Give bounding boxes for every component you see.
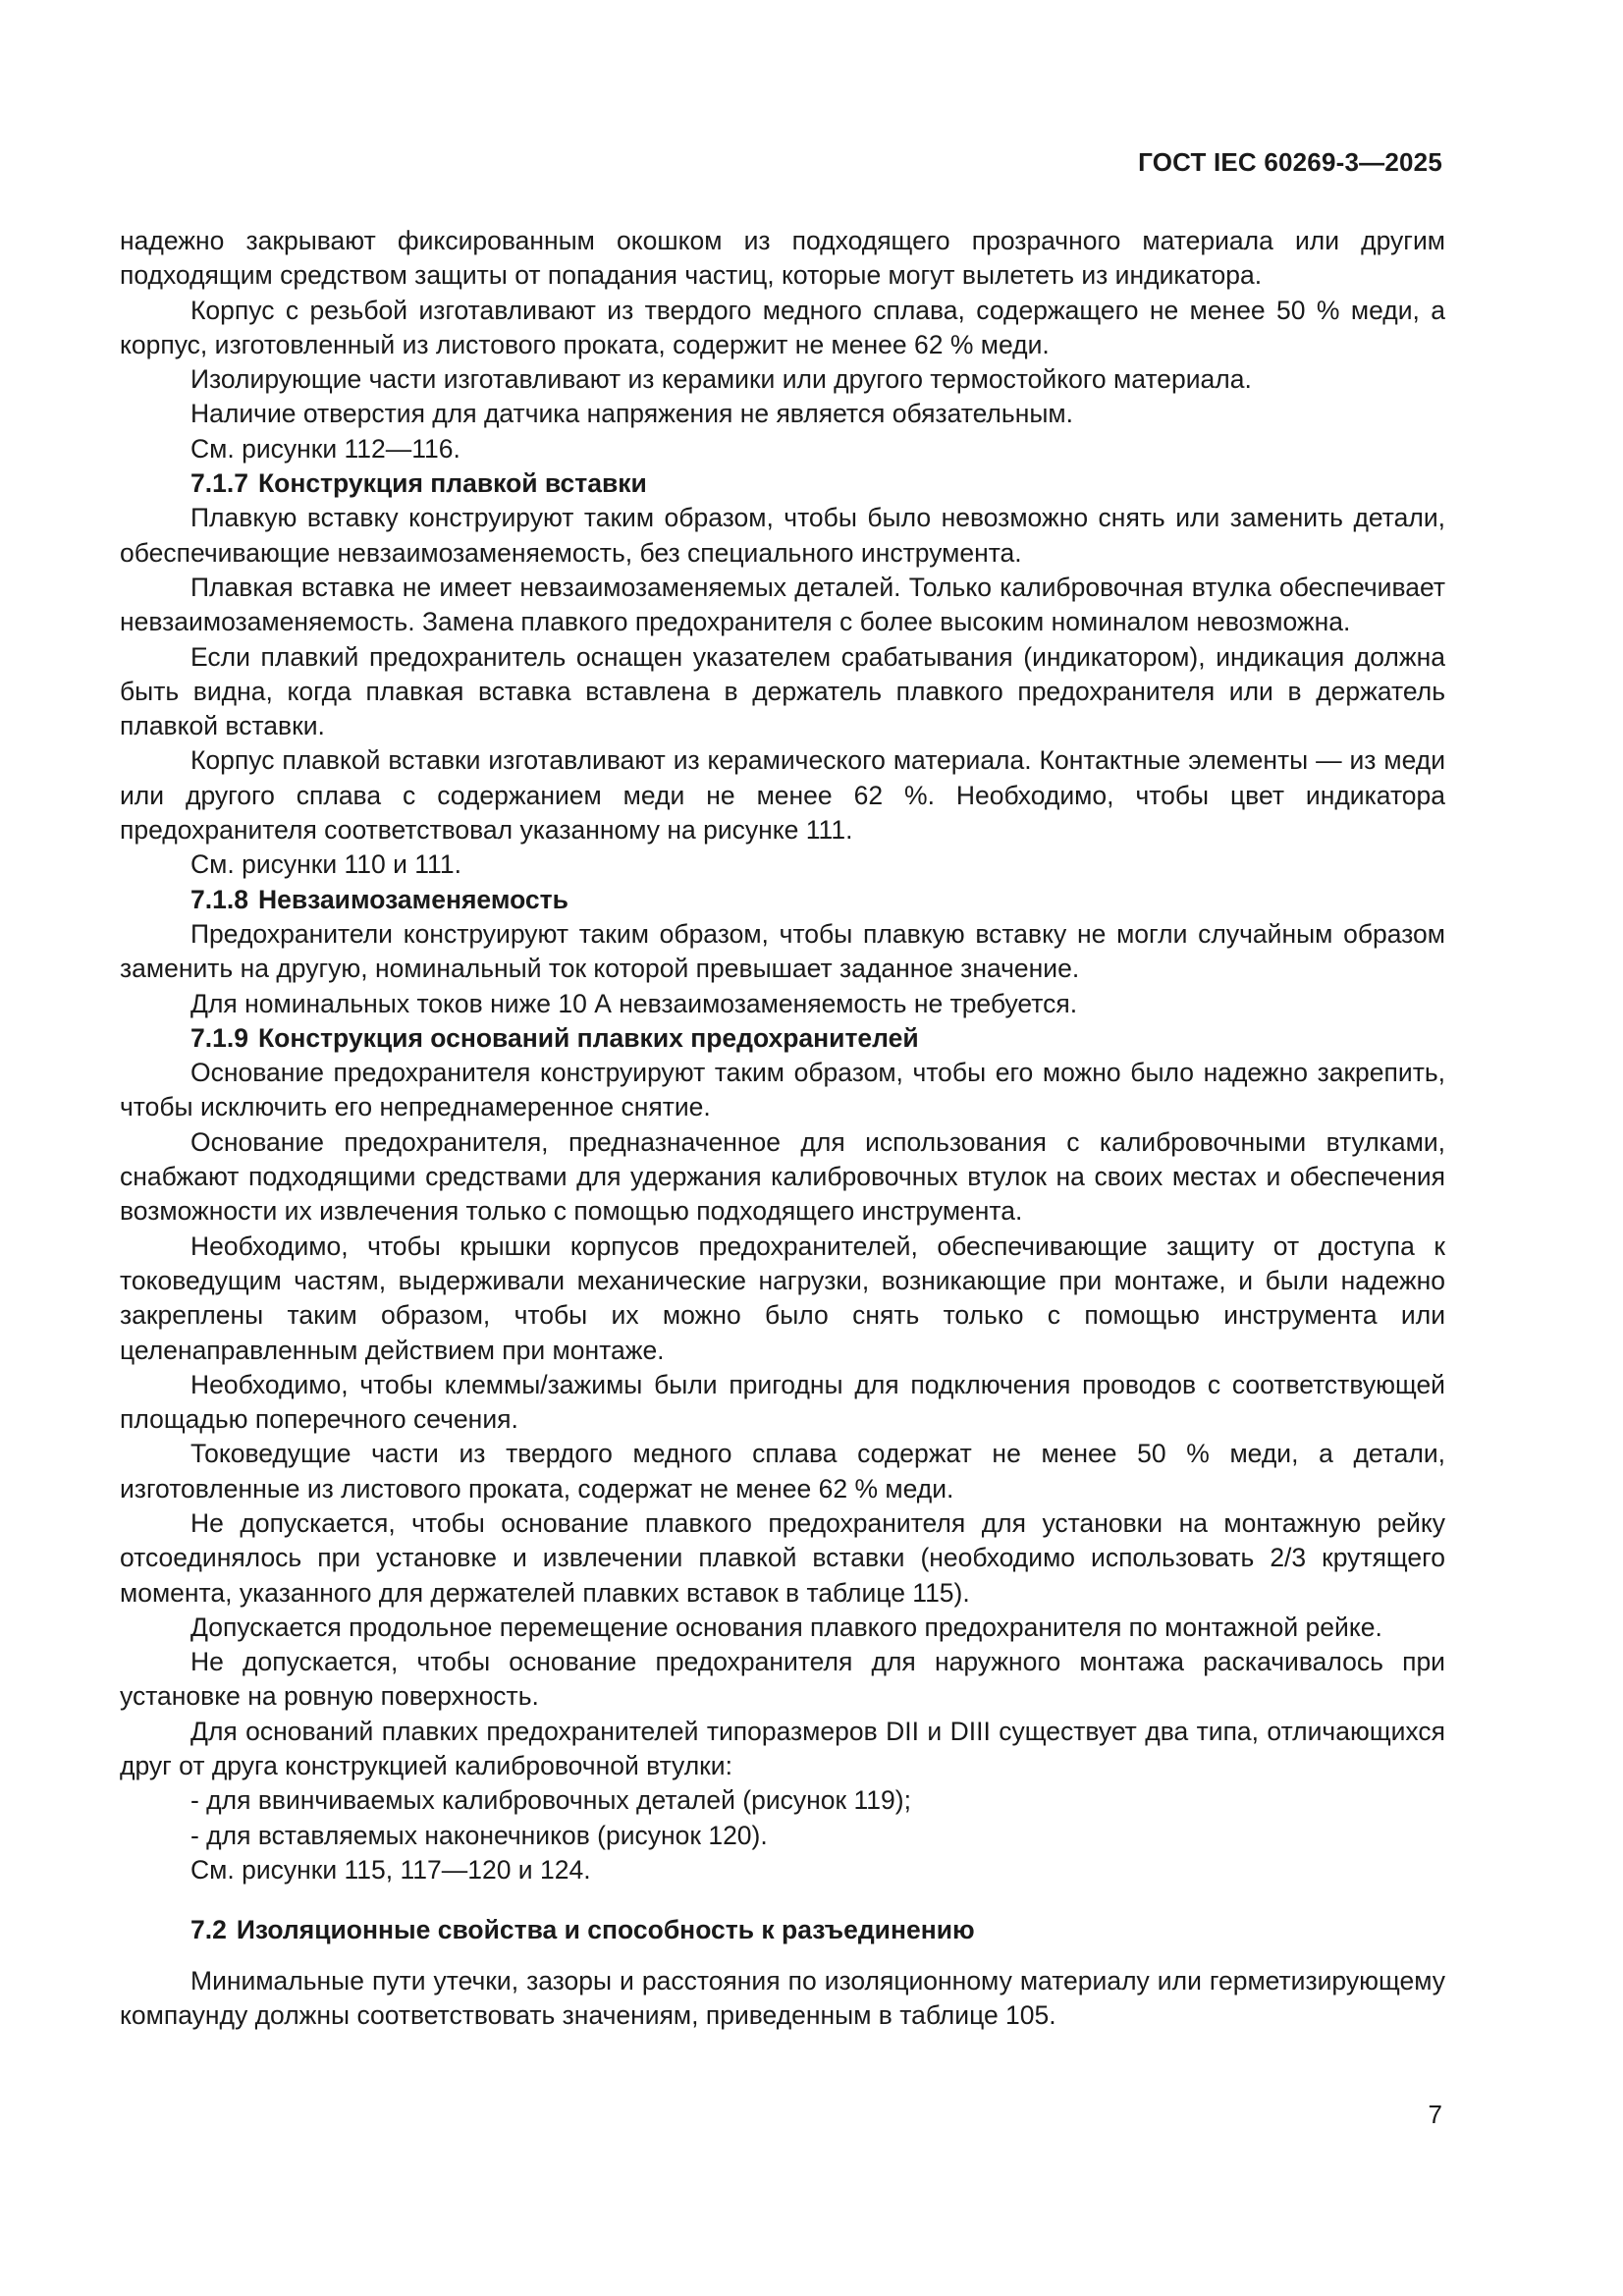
section-number: 7.1.7 [190,468,248,499]
paragraph: Наличие отверстия для датчика напряжения не является обязательным. [190,399,1073,429]
paragraph: Допускается продольное перемещение основания плавкого предохранителя по монтажной рейке. [190,1612,1382,1642]
page-number: 7 [1428,2100,1442,2129]
list-item: - для вставляемых наконечников (рисунок 120). [190,1820,768,1850]
paragraph: Если плавкий предохранитель оснащен указателем срабатывания (индикатором), индикация должна быть видна, когда плавкая вставка вставлена в держатель плавкого предохранителя или в держатель плавкой вставки. [120,641,1445,741]
section-number: 7.1.8 [190,884,248,914]
paragraph: См. рисунки 112—116. [190,433,460,464]
paragraph: надежно закрывают фиксированным окошком из подходящего прозрачного материала или другим подходящим средством защиты от попадания частиц, которые могут вылететь из индикатора. [120,226,1445,291]
paragraph: Изолирующие части изготавливают из керамики или другого термостойкого материала. [190,364,1252,395]
paragraph: Токоведущие части из твердого медного сплава содержат не менее 50 % меди, а детали, изготовленные из листового проката, содержат не менее 62 % меди. [120,1439,1445,1503]
section-heading-7-1-7 [120,466,1445,501]
paragraph: Необходимо, чтобы клеммы/зажимы были пригодны для подключения проводов с соответствующей площадью поперечного сечения. [120,1369,1445,1435]
list-item: - для ввинчиваемых калибровочных деталей (рисунок 119); [190,1785,911,1816]
section-heading-7-1-8 [120,883,1445,917]
paragraph: Минимальные пути утечки, зазоры и расстояния по изоляционному материалу или герметизирующему компаунду должны соответствовать значениям, приведенным в таблице 105. [120,1965,1445,2030]
section-number: 7.2 [190,1915,227,1945]
paragraph: Плавкую вставку конструируют таким образом, чтобы было невозможно снять или заменить детали, обеспечивающие невзаимозаменяемость, без специального инструмента. [120,503,1445,568]
paragraph: Основание предохранителя конструируют таким образом, чтобы его можно было надежно закрепить, чтобы исключить его непреднамеренное снятие. [120,1058,1445,1122]
paragraph: Корпус с резьбой изготавливают из твердого медного сплава, содержащего не менее 50 % меди, а корпус, изготовленный из листового проката, содержит не менее 62 % меди. [120,295,1445,359]
paragraph: См. рисунки 115, 117—120 и 124. [190,1854,591,1885]
section-heading-7-2 [120,1913,1445,1947]
paragraph: Корпус плавкой вставки изготавливают из керамического материала. Контактные элементы — из меди или другого сплава с содержанием меди не менее 62 %. Необходимо, чтобы цвет индикатора предохранителя соответствовал указанному на рисунке 111. [120,745,1445,846]
paragraph: Не допускается, чтобы основание предохранителя для наружного монтажа раскачивалось при установке на ровную поверхность. [120,1647,1445,1712]
paragraph: См. рисунки 110 и 111. [190,849,461,880]
section-title: Невзаимозаменяемость [257,884,568,914]
paragraph: Не допускается, чтобы основание плавкого предохранителя для установки на монтажную рейку отсоединялось при установке и извлечении плавкой вставки (необходимо использовать 2/3 крутящего момента, указанного для держателей плавких вставок в таблице 115). [120,1507,1445,1608]
section-heading-7-1-9 [120,1021,1445,1056]
section-title: Изоляционные свойства и способность к разъединению [236,1915,975,1945]
section-title: Конструкция оснований плавких предохранителей [257,1022,919,1053]
paragraph: Необходимо, чтобы крышки корпусов предохранителей, обеспечивающие защиту от доступа к токоведущим частям, выдерживали механические нагрузки, возникающие при монтаже, и были надежно закреплены таким образом, чтобы их можно было снять только с помощью инструмента или целенаправленным действием при монтаже. [120,1230,1445,1365]
paragraph: Основание предохранителя, предназначенное для использования с калибровочными втулками, снабжают подходящими средствами для удержания калибровочных втулок на своих местах и обеспечения возможности их извлечения только с помощью подходящего инструмента. [120,1126,1445,1227]
paragraph: Для оснований плавких предохранителей типоразмеров DII и DIII существует два типа, отличающихся друг от друга конструкцией калибровочной втулки: [120,1716,1445,1781]
section-number: 7.1.9 [190,1022,248,1053]
document-code: ГОСТ IEC 60269-3—2025 [1138,147,1442,177]
document-body [120,224,1445,2033]
paragraph: Предохранители конструируют таким образом, чтобы плавкую вставку не могли случайным образом заменить на другую, номинальный ток которой превышает заданное значение. [120,918,1445,984]
paragraph: Для номинальных токов ниже 10 А невзаимозаменяемость не требуется. [190,988,1078,1018]
paragraph: Плавкая вставка не имеет невзаимозаменяемых деталей. Только калибровочная втулка обеспечивает невзаимозаменяемость. Замена плавкого предохранителя с более высоким номиналом невозможна. [120,572,1445,637]
section-title: Конструкция плавкой вставки [257,468,647,499]
